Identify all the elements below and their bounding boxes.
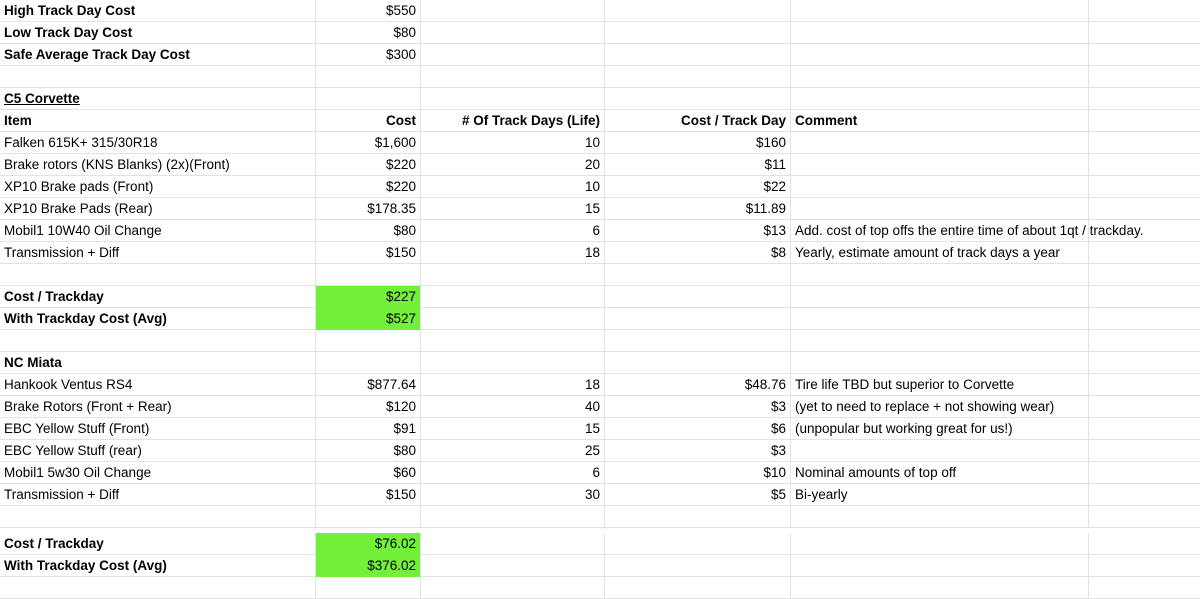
empty-cell[interactable] — [605, 22, 791, 44]
empty-cell[interactable] — [1089, 484, 1200, 506]
empty-cell[interactable] — [1089, 396, 1200, 418]
total-label-cell[interactable]: Cost / Trackday — [0, 286, 316, 308]
table-row — [0, 484, 1200, 506]
table-row — [0, 132, 1200, 154]
days-cell[interactable]: 15 — [421, 418, 605, 440]
total-label-cell[interactable]: Cost / Trackday — [0, 533, 316, 555]
cost-cell[interactable]: $120 — [316, 396, 421, 418]
days-cell[interactable]: 18 — [421, 374, 605, 396]
empty-cell[interactable] — [421, 22, 605, 44]
header-cost-per-day[interactable]: Cost / Track Day — [605, 110, 791, 132]
summary-row — [0, 22, 1200, 44]
table-row — [0, 242, 1200, 264]
summary-label-cell[interactable]: Safe Average Track Day Cost — [0, 44, 316, 66]
section-title-miata[interactable]: NC Miata — [0, 352, 316, 374]
cost-cell[interactable]: $1,600 — [316, 132, 421, 154]
comment-cell[interactable]: Tire life TBD but superior to Corvette — [791, 374, 1089, 396]
table-row — [0, 462, 1200, 484]
section-title-row — [0, 88, 1200, 110]
table-row — [0, 220, 1200, 242]
item-cell[interactable]: Brake rotors (KNS Blanks) (2x)(Front) — [0, 154, 316, 176]
per-day-cell[interactable]: $6 — [605, 418, 791, 440]
empty-cell[interactable] — [421, 308, 605, 330]
total-label-cell[interactable]: With Trackday Cost (Avg) — [0, 555, 316, 577]
table-row — [0, 154, 1200, 176]
item-cell[interactable]: EBC Yellow Stuff (Front) — [0, 418, 316, 440]
total-value-cell[interactable]: $527 — [316, 308, 421, 330]
cost-cell[interactable]: $220 — [316, 154, 421, 176]
empty-cell[interactable] — [1089, 0, 1200, 22]
item-cell[interactable]: Hankook Ventus RS4 — [0, 374, 316, 396]
item-cell[interactable]: Mobil1 10W40 Oil Change — [0, 220, 316, 242]
comment-cell[interactable] — [791, 176, 1089, 198]
days-cell[interactable]: 10 — [421, 176, 605, 198]
empty-cell[interactable] — [791, 286, 1089, 308]
empty-row — [0, 66, 1200, 88]
empty-cell[interactable] — [791, 22, 1089, 44]
total-value-cell[interactable]: $76.02 — [316, 533, 421, 555]
empty-cell[interactable] — [1089, 22, 1200, 44]
empty-cell[interactable] — [1089, 352, 1200, 374]
per-day-cell[interactable]: $160 — [605, 132, 791, 154]
empty-cell[interactable] — [605, 352, 791, 374]
empty-cell[interactable] — [605, 330, 791, 352]
header-item[interactable]: Item — [0, 110, 316, 132]
per-day-cell[interactable]: $8 — [605, 242, 791, 264]
comment-cell[interactable]: Bi-yearly — [791, 484, 1089, 506]
empty-cell[interactable] — [605, 308, 791, 330]
header-comment[interactable]: Comment — [791, 110, 1089, 132]
cost-cell[interactable]: $220 — [316, 176, 421, 198]
days-cell[interactable]: 6 — [421, 462, 605, 484]
empty-cell[interactable] — [316, 352, 421, 374]
empty-cell[interactable] — [1089, 308, 1200, 330]
per-day-cell[interactable]: $3 — [605, 440, 791, 462]
empty-cell[interactable] — [316, 577, 421, 599]
empty-cell[interactable] — [316, 88, 421, 110]
empty-cell[interactable] — [1089, 132, 1200, 154]
empty-cell[interactable] — [1089, 374, 1200, 396]
total-row — [0, 286, 1200, 308]
per-day-cell[interactable]: $5 — [605, 484, 791, 506]
empty-row — [0, 506, 1200, 528]
days-cell[interactable]: 6 — [421, 220, 605, 242]
empty-cell[interactable] — [791, 308, 1089, 330]
empty-cell[interactable] — [1089, 264, 1200, 286]
comment-cell[interactable] — [791, 154, 1089, 176]
total-value-cell[interactable]: $227 — [316, 286, 421, 308]
empty-cell[interactable] — [1089, 44, 1200, 66]
summary-row — [0, 44, 1200, 66]
comment-cell[interactable] — [791, 440, 1089, 462]
comment-cell[interactable]: Nominal amounts of top off — [791, 462, 1089, 484]
cost-cell[interactable]: $80 — [316, 220, 421, 242]
days-cell[interactable]: 30 — [421, 484, 605, 506]
empty-cell[interactable] — [605, 577, 791, 599]
empty-cell[interactable] — [421, 264, 605, 286]
table-row — [0, 440, 1200, 462]
empty-cell[interactable] — [1089, 110, 1200, 132]
days-cell[interactable]: 15 — [421, 198, 605, 220]
empty-cell[interactable] — [605, 88, 791, 110]
empty-cell[interactable] — [0, 330, 316, 352]
per-day-cell[interactable]: $11 — [605, 154, 791, 176]
header-cost[interactable]: Cost — [316, 110, 421, 132]
empty-cell[interactable] — [316, 506, 421, 528]
total-row — [0, 308, 1200, 330]
summary-value-cell[interactable]: $550 — [316, 0, 421, 22]
item-cell[interactable]: Brake Rotors (Front + Rear) — [0, 396, 316, 418]
table-row — [0, 176, 1200, 198]
comment-cell[interactable]: Add. cost of top offs the entire time of about 1qt / trackday. — [791, 220, 1089, 242]
empty-cell[interactable] — [605, 533, 791, 555]
empty-cell[interactable] — [1089, 286, 1200, 308]
empty-cell[interactable] — [1089, 242, 1200, 264]
header-row — [0, 110, 1200, 132]
empty-cell[interactable] — [1089, 440, 1200, 462]
cost-cell[interactable]: $80 — [316, 440, 421, 462]
empty-cell[interactable] — [421, 0, 605, 22]
empty-cell[interactable] — [605, 286, 791, 308]
empty-cell[interactable] — [791, 577, 1089, 599]
cost-cell[interactable]: $91 — [316, 418, 421, 440]
empty-cell[interactable] — [421, 352, 605, 374]
comment-cell[interactable]: (yet to need to replace + not showing wear) — [791, 396, 1089, 418]
days-cell[interactable]: 10 — [421, 132, 605, 154]
cost-cell[interactable]: $877.64 — [316, 374, 421, 396]
comment-cell[interactable]: Yearly, estimate amount of track days a year — [791, 242, 1089, 264]
summary-value-cell[interactable]: $300 — [316, 44, 421, 66]
days-cell[interactable]: 25 — [421, 440, 605, 462]
empty-cell[interactable] — [1089, 506, 1200, 528]
empty-cell[interactable] — [1089, 555, 1200, 577]
section-title-row — [0, 352, 1200, 374]
empty-cell[interactable] — [791, 506, 1089, 528]
item-cell[interactable]: Transmission + Diff — [0, 484, 316, 506]
empty-cell[interactable] — [421, 577, 605, 599]
comment-cell[interactable] — [791, 198, 1089, 220]
per-day-cell[interactable]: $22 — [605, 176, 791, 198]
empty-cell[interactable] — [1089, 88, 1200, 110]
empty-cell[interactable] — [791, 264, 1089, 286]
comment-cell[interactable]: (unpopular but working great for us!) — [791, 418, 1089, 440]
empty-cell[interactable] — [421, 66, 605, 88]
summary-label-cell[interactable]: High Track Day Cost — [0, 0, 316, 22]
empty-cell[interactable] — [605, 555, 791, 577]
empty-cell[interactable] — [605, 264, 791, 286]
empty-cell[interactable] — [791, 44, 1089, 66]
item-cell[interactable]: EBC Yellow Stuff (rear) — [0, 440, 316, 462]
total-row — [0, 533, 1200, 555]
empty-cell[interactable] — [421, 330, 605, 352]
empty-cell[interactable] — [421, 555, 605, 577]
cost-cell[interactable]: $150 — [316, 242, 421, 264]
item-cell[interactable]: Transmission + Diff — [0, 242, 316, 264]
empty-cell[interactable] — [791, 66, 1089, 88]
empty-cell[interactable] — [605, 506, 791, 528]
empty-cell[interactable] — [316, 66, 421, 88]
table-row — [0, 374, 1200, 396]
table-row — [0, 396, 1200, 418]
cost-cell[interactable]: $150 — [316, 484, 421, 506]
empty-cell[interactable] — [1089, 533, 1200, 555]
summary-row — [0, 0, 1200, 22]
empty-cell[interactable] — [1089, 330, 1200, 352]
item-cell[interactable]: Falken 615K+ 315/30R18 — [0, 132, 316, 154]
empty-cell[interactable] — [791, 0, 1089, 22]
empty-cell[interactable] — [0, 264, 316, 286]
empty-cell[interactable] — [605, 44, 791, 66]
empty-cell[interactable] — [791, 533, 1089, 555]
empty-cell[interactable] — [421, 506, 605, 528]
per-day-cell[interactable]: $10 — [605, 462, 791, 484]
empty-cell[interactable] — [0, 577, 316, 599]
empty-cell[interactable] — [1089, 66, 1200, 88]
total-row — [0, 555, 1200, 577]
item-cell[interactable]: XP10 Brake Pads (Rear) — [0, 198, 316, 220]
empty-cell[interactable] — [605, 66, 791, 88]
days-cell[interactable]: 40 — [421, 396, 605, 418]
empty-cell[interactable] — [1089, 154, 1200, 176]
empty-cell[interactable] — [421, 44, 605, 66]
empty-cell[interactable] — [1089, 220, 1200, 242]
empty-row — [0, 264, 1200, 286]
empty-cell[interactable] — [316, 264, 421, 286]
empty-cell[interactable] — [316, 330, 421, 352]
empty-cell[interactable] — [791, 88, 1089, 110]
cost-cell[interactable]: $178.35 — [316, 198, 421, 220]
empty-cell[interactable] — [0, 506, 316, 528]
days-cell[interactable]: 20 — [421, 154, 605, 176]
header-track-days[interactable]: # Of Track Days (Life) — [421, 110, 605, 132]
item-cell[interactable]: Mobil1 5w30 Oil Change — [0, 462, 316, 484]
empty-cell[interactable] — [1089, 577, 1200, 599]
empty-row — [0, 330, 1200, 352]
summary-value-cell[interactable]: $80 — [316, 22, 421, 44]
total-value-cell[interactable]: $376.02 — [316, 555, 421, 577]
empty-cell[interactable] — [1089, 462, 1200, 484]
empty-cell[interactable] — [791, 555, 1089, 577]
empty-cell[interactable] — [0, 66, 316, 88]
item-cell[interactable]: XP10 Brake pads (Front) — [0, 176, 316, 198]
table-row — [0, 418, 1200, 440]
days-cell[interactable]: 18 — [421, 242, 605, 264]
per-day-cell[interactable]: $13 — [605, 220, 791, 242]
section-title-corvette[interactable]: C5 Corvette — [0, 88, 316, 110]
total-label-cell[interactable]: With Trackday Cost (Avg) — [0, 308, 316, 330]
per-day-cell[interactable]: $11.89 — [605, 198, 791, 220]
empty-cell[interactable] — [1089, 176, 1200, 198]
empty-cell[interactable] — [1089, 418, 1200, 440]
empty-cell[interactable] — [421, 533, 605, 555]
empty-cell[interactable] — [791, 330, 1089, 352]
empty-cell[interactable] — [1089, 198, 1200, 220]
empty-cell[interactable] — [791, 352, 1089, 374]
empty-row — [0, 577, 1200, 599]
table-row — [0, 198, 1200, 220]
empty-cell[interactable] — [421, 286, 605, 308]
per-day-cell[interactable]: $48.76 — [605, 374, 791, 396]
empty-cell[interactable] — [421, 88, 605, 110]
per-day-cell[interactable]: $3 — [605, 396, 791, 418]
summary-label-cell[interactable]: Low Track Day Cost — [0, 22, 316, 44]
comment-cell[interactable] — [791, 132, 1089, 154]
cost-cell[interactable]: $60 — [316, 462, 421, 484]
empty-cell[interactable] — [605, 0, 791, 22]
